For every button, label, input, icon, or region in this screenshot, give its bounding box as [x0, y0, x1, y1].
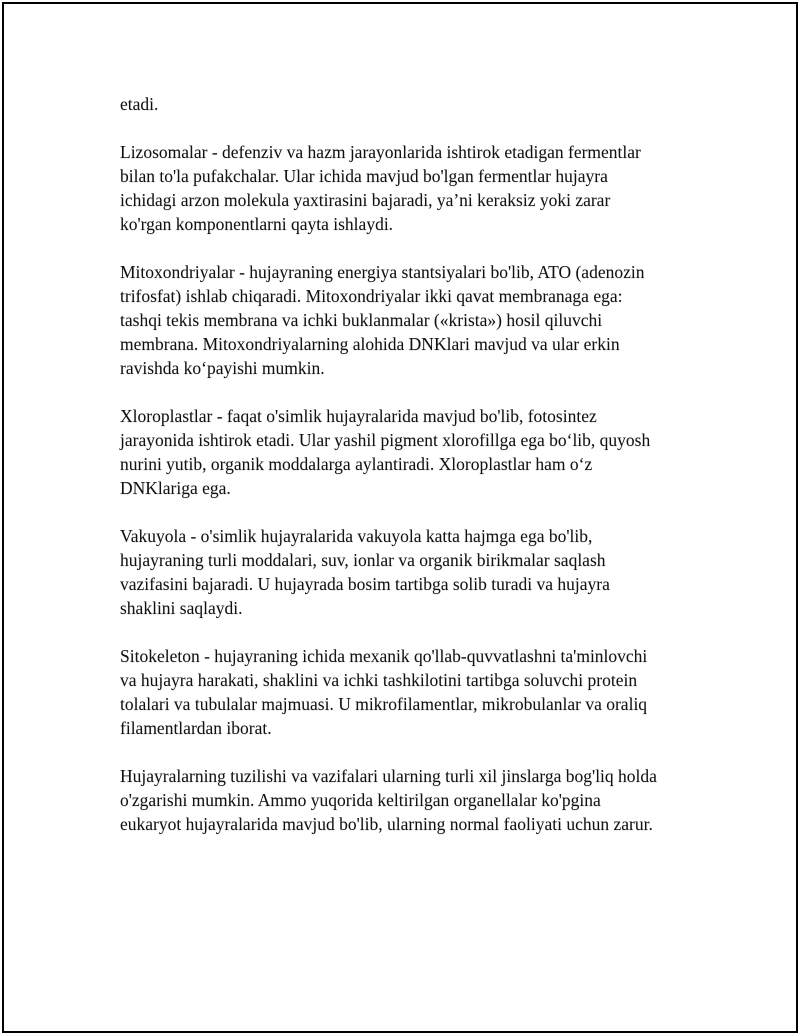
text-line: etadi. [120, 94, 159, 114]
document-body [120, 92, 710, 860]
text-line: Mitoxondriyalar - hujayraning energiya stantsiyalari bo'lib, ATO (adenozin [120, 262, 645, 282]
text-line: tashqi tekis membrana va ichki buklanmalar («krista») hosil qiluvchi [120, 310, 603, 330]
text-line: membrana. Mitoxondriyalarning alohida DNKlari mavjud va ular erkin [120, 334, 620, 354]
paragraph [120, 764, 710, 836]
text-line: trifosfat) ishlab chiqaradi. Mitoxondriyalar ikki qavat membranaga ega: [120, 286, 623, 306]
text-line: nurini yutib, organik moddalarga aylantiradi. Xloroplastlar ham o‘z [120, 454, 593, 474]
text-line: shaklini saqlaydi. [120, 598, 243, 618]
text-line: jarayonida ishtirok etadi. Ular yashil pigment xlorofillga ega bo‘lib, quyosh [120, 430, 651, 450]
text-line: Hujayralarning tuzilishi va vazifalari ularning turli xil jinslarga bog'liq holda [120, 766, 657, 786]
text-line: hujayraning turli moddalari, suv, ionlar va organik birikmalar saqlash [120, 550, 606, 570]
text-line: tolalari va tubulalar majmuasi. U mikrofilamentlar, mikrobulanlar va oraliq [120, 694, 648, 714]
text-line: ravishda ko‘payishi mumkin. [120, 358, 325, 378]
text-line: ko'rgan komponentlarni qayta ishlaydi. [120, 214, 394, 234]
text-line: va hujayra harakati, shaklini va ichki tashkilotini tartibga soluvchi protein [120, 670, 638, 690]
text-line: DNKlariga ega. [120, 478, 231, 498]
paragraph [120, 644, 710, 740]
text-line: Vakuyola - o'simlik hujayralarida vakuyola katta hajmga ega bo'lib, [120, 526, 593, 546]
text-line: bilan to'la pufakchalar. Ular ichida mavjud bo'lgan fermentlar hujayra [120, 166, 608, 186]
text-line: filamentlardan iborat. [120, 718, 272, 738]
text-line: Lizosomalar - defenziv va hazm jarayonlarida ishtirok etadigan fermentlar [120, 142, 641, 162]
text-line: eukaryot hujayralarida mavjud bo'lib, ularning normal faoliyati uchun zarur. [120, 814, 653, 834]
text-line: Sitokeleton - hujayraning ichida mexanik qo'llab-quvvatlashni ta'minlovchi [120, 646, 648, 666]
document-page [2, 2, 798, 1033]
paragraph [120, 524, 710, 620]
paragraph [120, 260, 710, 380]
text-line: Xloroplastlar - faqat o'simlik hujayralarida mavjud bo'lib, fotosintez [120, 406, 597, 426]
text-line: o'zgarishi mumkin. Ammo yuqorida keltirilgan organellalar ko'pgina [120, 790, 601, 810]
text-line: ichidagi arzon molekula yaxtirasini bajaradi, ya’ni keraksiz yoki zarar [120, 190, 611, 210]
text-line: vazifasini bajaradi. U hujayrada bosim tartibga solib turadi va hujayra [120, 574, 610, 594]
paragraph [120, 92, 710, 116]
paragraph [120, 140, 710, 236]
paragraph [120, 404, 710, 500]
